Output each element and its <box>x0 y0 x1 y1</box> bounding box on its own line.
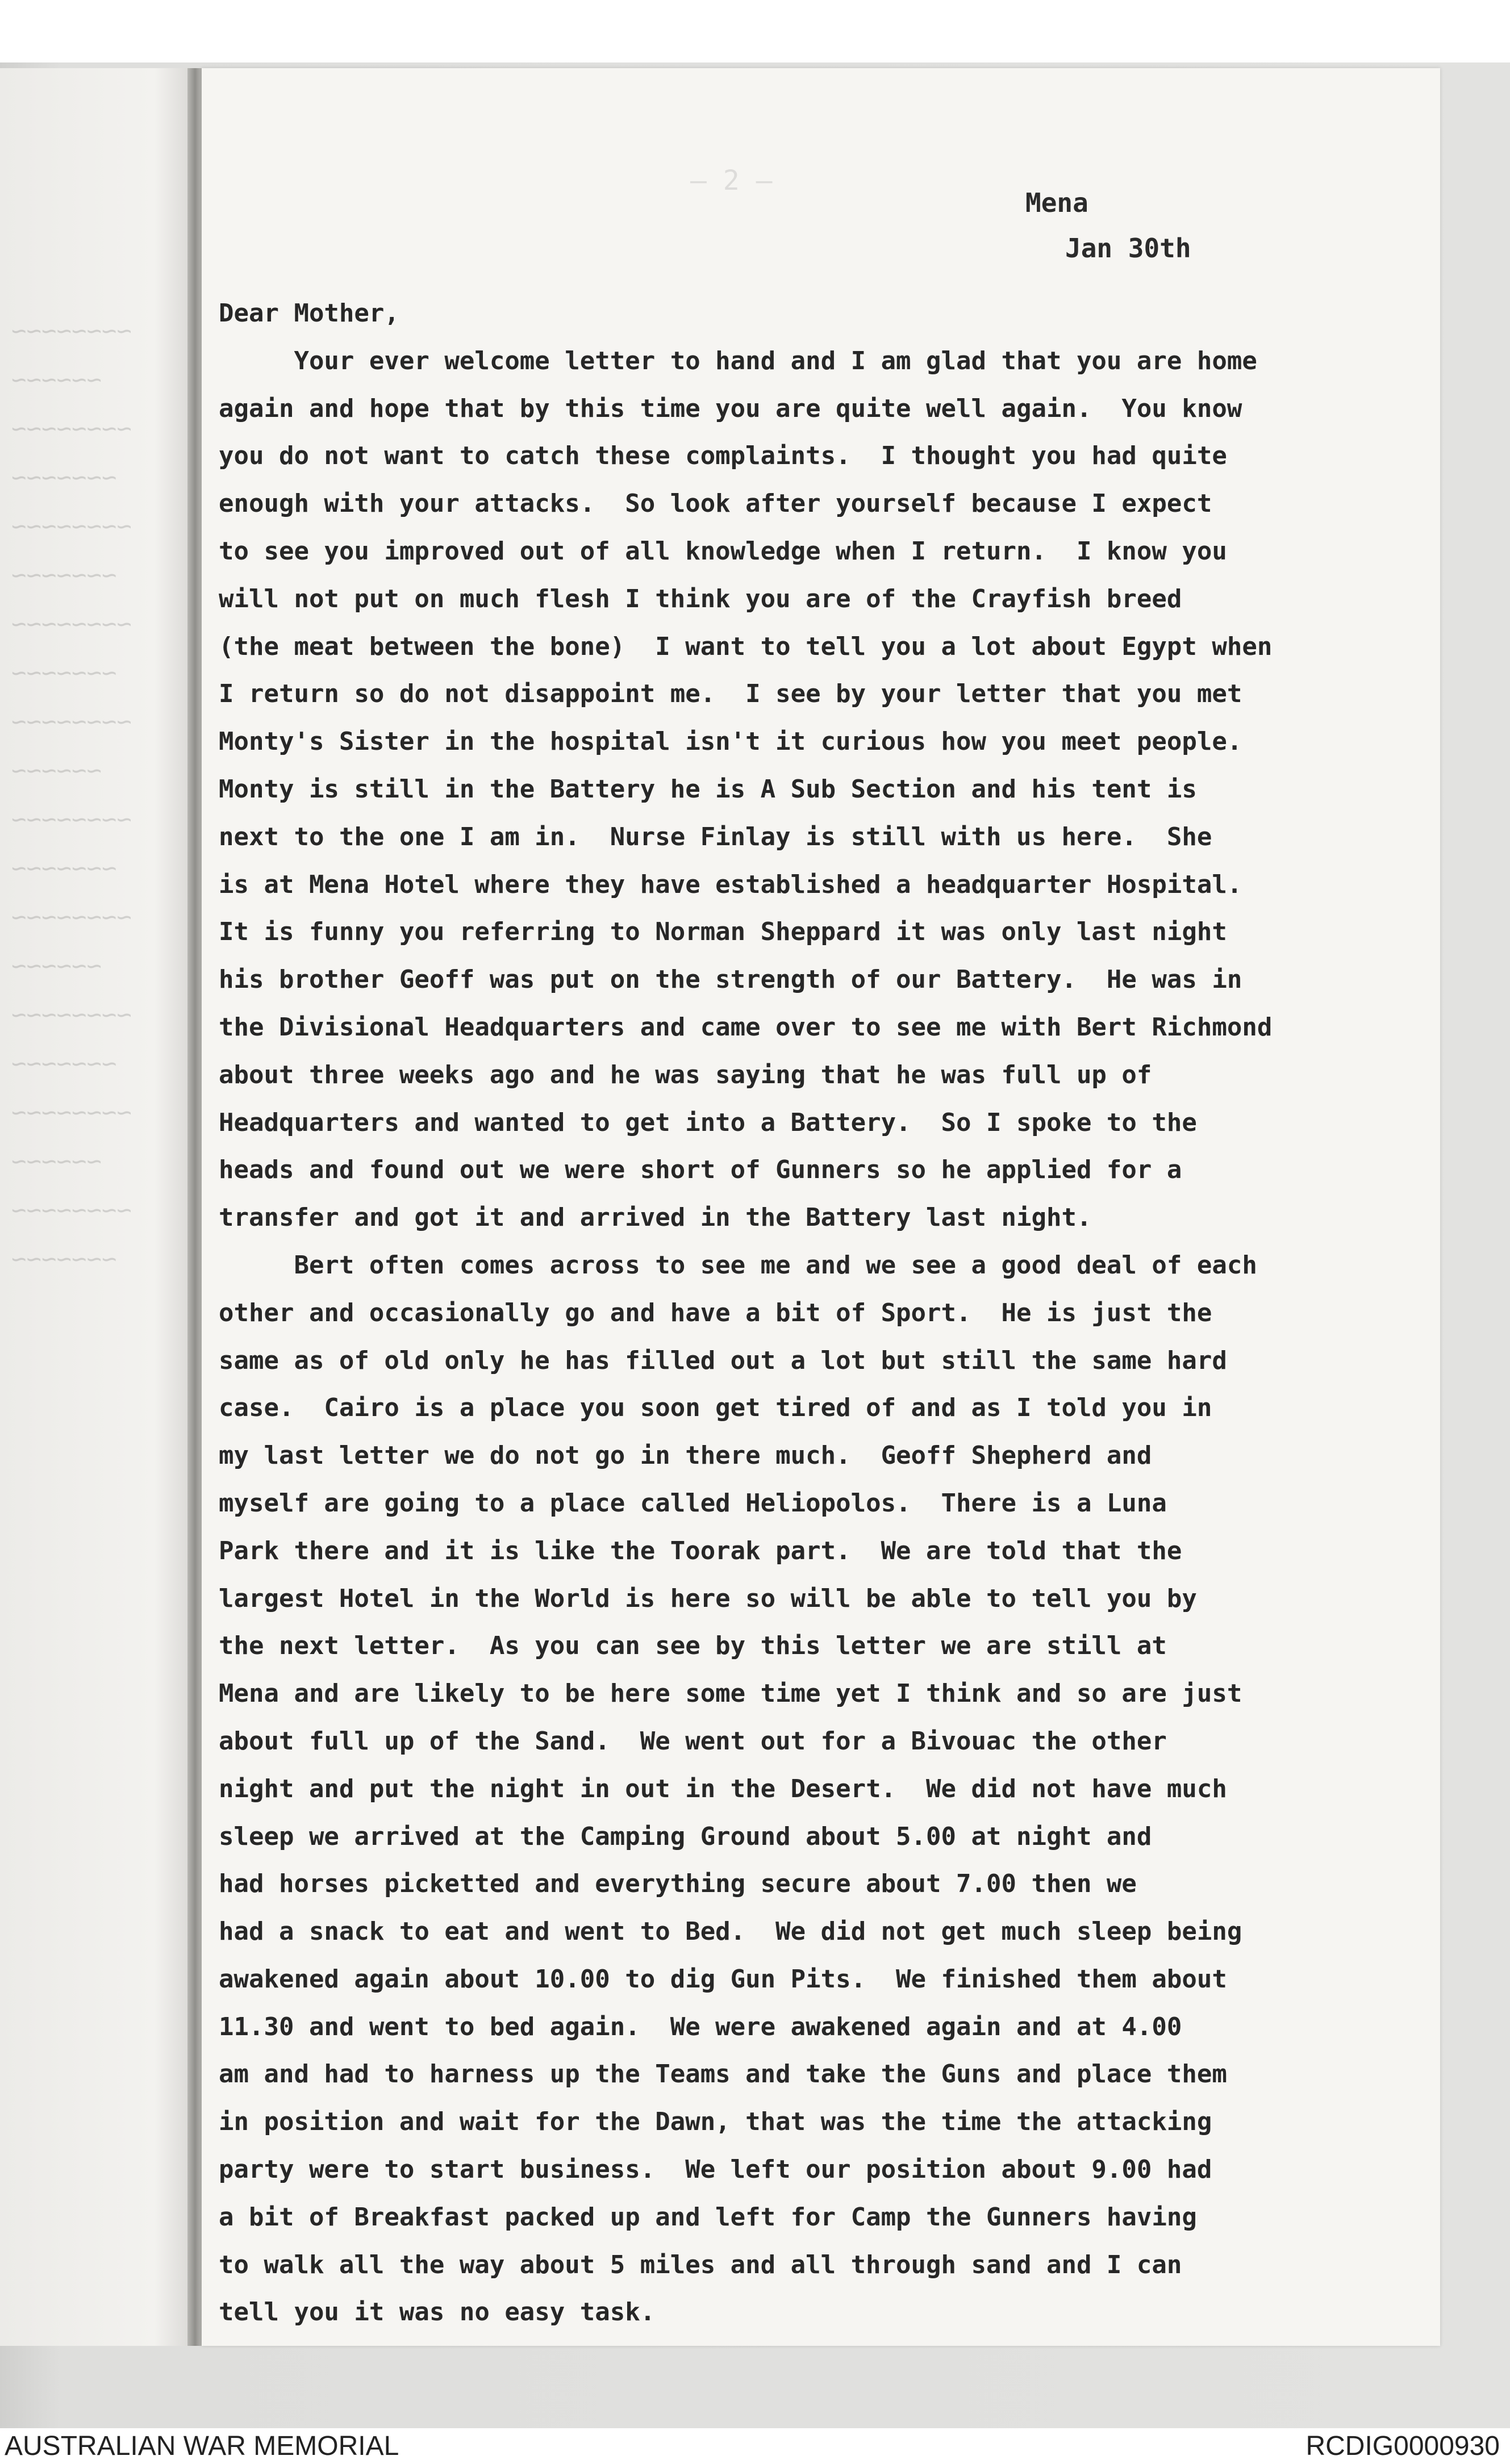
letter-line: enough with your attacks. So look after yourself because I expect <box>219 489 1212 519</box>
letter-line: party were to start business. We left our position about 9.00 had <box>219 2155 1212 2185</box>
letter-line: Headquarters and wanted to get into a Battery. So I spoke to the <box>219 1108 1197 1137</box>
letter-line: Your ever welcome letter to hand and I am glad that you are home <box>219 346 1257 375</box>
letter-line: myself are going to a place called Heliopolos. There is a Luna <box>219 1488 1167 1518</box>
letter-line: Bert often comes across to see me and we see a good deal of each <box>219 1250 1257 1280</box>
letter-line: Park there and it is like the Toorak part. We are told that the <box>219 1536 1182 1565</box>
letter-line: awakened again about 10.00 to dig Gun Pits. We finished them about <box>219 1964 1227 1994</box>
letter-line: same as of old only he has filled out a lot but still the same hard <box>219 1346 1227 1375</box>
letter-line: next to the one I am in. Nurse Finlay is still with us here. She <box>219 822 1212 851</box>
letter-line: I return so do not disappoint me. I see by your letter that you met <box>219 679 1242 709</box>
letter-line: to see you improved out of all knowledge when I return. I know you <box>219 536 1227 566</box>
letter-line: heads and found out we were short of Gunners so he applied for a <box>219 1155 1182 1185</box>
letter-line: 11.30 and went to bed again. We were awakened again and at 4.00 <box>219 2012 1182 2041</box>
letter-line: a bit of Breakfast packed up and left for Camp the Gunners having <box>219 2202 1197 2232</box>
digitisation-reference: RCDIG0000930 <box>1305 2431 1500 2461</box>
letter-page <box>202 68 1440 2346</box>
letter-line: other and occasionally go and have a bit of Sport. He is just the <box>219 1298 1212 1327</box>
letter-line: is at Mena Hotel where they have established a headquarter Hospital. <box>219 870 1242 899</box>
letter-line: to walk all the way about 5 miles and all through sand and I can <box>219 2250 1182 2279</box>
letter-line: (the meat between the bone) I want to tell you a lot about Egypt when <box>219 632 1273 661</box>
letter-line: sleep we arrived at the Camping Ground about 5.00 at night and <box>219 1822 1152 1851</box>
letter-line: about three weeks ago and he was saying that he was full up of <box>219 1060 1152 1089</box>
letter-line: the Divisional Headquarters and came over to see me with Bert Richmond <box>219 1012 1273 1042</box>
facing-page-bleed-through: ~~~~~~~~ ~~~~~~ ~~~~~~~~ ~~~~~~~ ~~~~~~~~ ~~~~~~~ ~~~~~~~~ ~~~~~~~ ~~~~~~~~ ~~~~~~ ~~~~~~~~ ~~~~~~~ ~~~~~~~~ ~~~~~~ ~~~~~~~~ ~~~~~~~ ~~~~~~~~ ~~~~~~ ~~~~~~~~ ~~~~~~~ <box>11 316 132 1273</box>
letter-line: am and had to harness up the Teams and take the Guns and place them <box>219 2060 1227 2089</box>
archive-footer <box>0 2428 1510 2464</box>
letter-line: again and hope that by this time you are quite well again. You know <box>219 394 1242 423</box>
letter-body <box>219 290 1434 2336</box>
letter-line: transfer and got it and arrived in the Battery last night. <box>219 1203 1092 1233</box>
letter-line: about full up of the Sand. We went out for a Bivouac the other <box>219 1726 1167 1756</box>
letter-line: his brother Geoff was put on the strength of our Battery. He was in <box>219 965 1242 995</box>
letter-line: largest Hotel in the World is here so will be able to tell you by <box>219 1584 1197 1613</box>
letter-line: Mena and are likely to be here some time yet I think and so are just <box>219 1679 1242 1709</box>
letter-line: night and put the night in out in the Desert. We did not have much <box>219 1774 1227 1803</box>
letter-line: in position and wait for the Dawn, that was the time the attacking <box>219 2107 1212 2137</box>
letter-line: It is funny you referring to Norman Sheppard it was only last night <box>219 917 1227 947</box>
letter-line: my last letter we do not go in there much. Geoff Shepherd and <box>219 1441 1152 1471</box>
letter-line: you do not want to catch these complaints. I thought you had quite <box>219 441 1227 471</box>
letter-line: case. Cairo is a place you soon get tired of and as I told you in <box>219 1393 1212 1423</box>
letter-line: Dear Mother, <box>219 299 399 328</box>
faint-page-number: — 2 — <box>690 165 773 197</box>
letter-line: will not put on much flesh I think you are of the Crayfish breed <box>219 584 1182 613</box>
letter-line: Monty is still in the Battery he is A Sub Section and his tent is <box>219 774 1197 804</box>
letter-date: Jan 30th <box>1065 233 1191 264</box>
letter-line: Monty's Sister in the hospital isn't it curious how you meet people. <box>219 727 1242 757</box>
letter-line: tell you it was no easy task. <box>219 2298 656 2327</box>
institution-name: AUSTRALIAN WAR MEMORIAL <box>5 2431 399 2461</box>
letter-place: Mena <box>1025 187 1088 218</box>
letter-line: the next letter. As you can see by this letter we are still at <box>219 1631 1167 1661</box>
facing-page <box>0 68 193 2346</box>
letter-line: had a snack to eat and went to Bed. We did not get much sleep being <box>219 1917 1242 1947</box>
letter-line: had horses picketted and everything secure about 7.00 then we <box>219 1869 1137 1899</box>
